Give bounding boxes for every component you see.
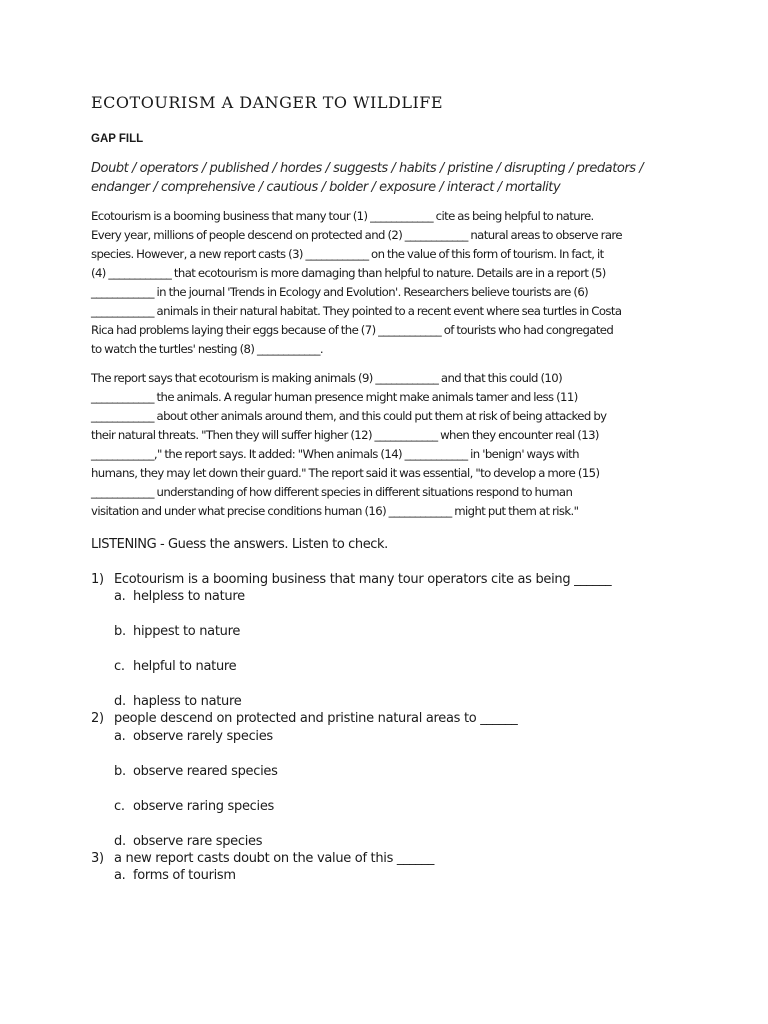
paragraph-line: visitation and under what precise conditions human (16) ____________ might put them at risk."	[91, 504, 579, 518]
paragraph-line: their natural threats. "Then they will suffer higher (12) ____________ when they encounter real (13)	[91, 428, 599, 442]
paragraph-line: ____________ about other animals around them, and this could put them at risk of being attacked by	[91, 409, 607, 423]
gap-fill-paragraph-2	[91, 369, 606, 521]
option-text: helpful to nature	[133, 659, 237, 674]
paragraph-line: to watch the turtles' nesting (8) ____________.	[91, 342, 323, 356]
paragraph-line: humans, they may let down their guard." The report said it was essential, "to develop a more (15)	[91, 466, 600, 480]
question-number: 2)	[91, 711, 104, 726]
question-1-option-b	[114, 624, 240, 639]
question-number: 1)	[91, 572, 104, 587]
option-letter: c.	[114, 799, 125, 814]
paragraph-line: The report says that ecotourism is making animals (9) ____________ and that this could (10)	[91, 371, 563, 385]
listening-heading-text: LISTENING - Guess the answers. Listen to check.	[91, 537, 388, 552]
paragraph-line: Ecotourism is a booming business that many tour (1) ____________ cite as being helpful to nature.	[91, 209, 594, 223]
option-text: observe rare species	[133, 834, 263, 849]
option-text: forms of tourism	[133, 868, 236, 883]
question-text: Ecotourism is a booming business that many tour operators cite as being ______	[114, 572, 612, 587]
paragraph-line: ____________ animals in their natural habitat. They pointed to a recent event where sea turtles in Costa	[91, 304, 622, 318]
option-text: observe reared species	[133, 764, 278, 779]
question-number: 3)	[91, 851, 104, 866]
question-1	[91, 572, 611, 587]
question-text: people descend on protected and pristine natural areas to ______	[114, 711, 518, 726]
option-letter: c.	[114, 659, 125, 674]
paragraph-line: species. However, a new report casts (3) ____________ on the value of this form of tourism. In fact, it	[91, 247, 604, 261]
paragraph-line: Every year, millions of people descend on protected and (2) ____________ natural areas to observe rare	[91, 228, 622, 242]
option-text: hippest to nature	[133, 624, 241, 639]
option-letter: b.	[114, 764, 126, 779]
gap-fill-label: GAP FILL	[91, 133, 144, 145]
word-bank-line: Doubt / operators / published / hordes / suggests / habits / pristine / disrupting / predators /	[91, 161, 644, 176]
paragraph-line: (4) ____________ that ecotourism is more damaging than helpful to nature. Details are in a report (5)	[91, 266, 606, 280]
question-1-option-a	[114, 589, 245, 604]
listening-heading	[91, 537, 388, 552]
option-text: hapless to nature	[133, 694, 242, 709]
paragraph-line: ____________ understanding of how different species in different situations respond to human	[91, 485, 573, 499]
option-letter: a.	[114, 729, 126, 744]
question-2-option-c	[114, 799, 274, 814]
question-1-option-c	[114, 659, 236, 674]
option-letter: d.	[114, 694, 126, 709]
word-bank-line: endanger / comprehensive / cautious / bolder / exposure / interact / mortality	[91, 180, 561, 195]
question-2-option-b	[114, 764, 278, 779]
option-letter: d.	[114, 834, 126, 849]
gap-fill-paragraph-1	[91, 207, 622, 359]
question-3	[91, 851, 434, 866]
option-text: observe rarely species	[133, 729, 273, 744]
option-letter: a.	[114, 868, 126, 883]
option-letter: a.	[114, 589, 126, 604]
word-bank	[91, 159, 643, 197]
paragraph-line: Rica had problems laying their eggs because of the (7) ____________ of tourists who had congregated	[91, 323, 614, 337]
question-2	[91, 711, 517, 726]
worksheet-title: ECOTOURISM A DANGER TO WILDLIFE	[91, 93, 444, 112]
option-text: observe raring species	[133, 799, 274, 814]
question-text: a new report casts doubt on the value of this ______	[114, 851, 435, 866]
paragraph-line: ____________ in the journal 'Trends in Ecology and Evolution'. Researchers believe tourists are (6)	[91, 285, 589, 299]
paragraph-line: ____________ the animals. A regular human presence might make animals tamer and less (11)	[91, 390, 578, 404]
paragraph-line: ____________," the report says. It added: "When animals (14) ____________ in 'benign' ways with	[91, 447, 579, 461]
option-letter: b.	[114, 624, 126, 639]
question-2-option-a	[114, 729, 273, 744]
question-3-option-a	[114, 868, 236, 883]
question-2-option-d	[114, 834, 262, 849]
question-1-option-d	[114, 694, 241, 709]
option-text: helpless to nature	[133, 589, 245, 604]
